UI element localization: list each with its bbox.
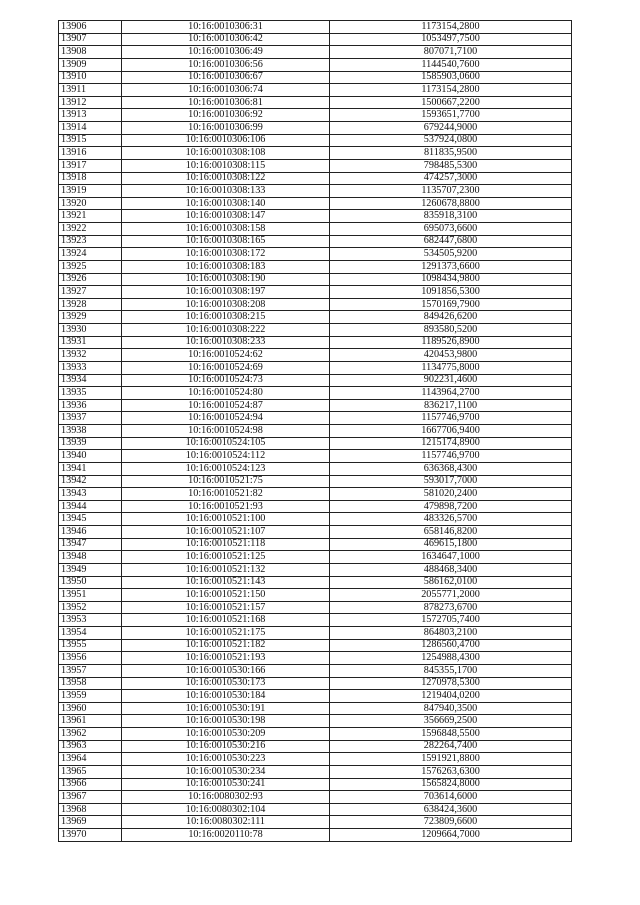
value-cell: 679244,9000 bbox=[330, 122, 572, 135]
row-number-cell: 13960 bbox=[59, 702, 122, 715]
value-cell: 356669,2500 bbox=[330, 715, 572, 728]
table-row bbox=[59, 462, 572, 475]
table-row bbox=[59, 664, 572, 677]
row-number-cell: 13962 bbox=[59, 728, 122, 741]
value-cell: 1286560,4700 bbox=[330, 639, 572, 652]
cadastral-number-cell: 10:16:0010530:209 bbox=[122, 728, 330, 741]
cadastral-number-cell: 10:16:0010521:157 bbox=[122, 601, 330, 614]
table-row bbox=[59, 58, 572, 71]
row-number-cell: 13944 bbox=[59, 500, 122, 513]
cadastral-number-cell: 10:16:0010308:165 bbox=[122, 235, 330, 248]
table-row bbox=[59, 361, 572, 374]
table-row bbox=[59, 753, 572, 766]
table-row bbox=[59, 639, 572, 652]
value-cell: 847940,3500 bbox=[330, 702, 572, 715]
value-cell: 1215174,8900 bbox=[330, 437, 572, 450]
value-cell: 807071,7100 bbox=[330, 46, 572, 59]
cadastral-number-cell: 10:16:0010530:234 bbox=[122, 765, 330, 778]
value-cell: 1270978,5300 bbox=[330, 677, 572, 690]
value-cell: 878273,6700 bbox=[330, 601, 572, 614]
value-cell: 420453,9800 bbox=[330, 349, 572, 362]
cadastral-number-cell: 10:16:0010521:125 bbox=[122, 551, 330, 564]
table-row bbox=[59, 96, 572, 109]
value-cell: 902231,4600 bbox=[330, 374, 572, 387]
table-row bbox=[59, 778, 572, 791]
table-row bbox=[59, 311, 572, 324]
value-cell: 1144540,7600 bbox=[330, 58, 572, 71]
table-row bbox=[59, 235, 572, 248]
table-row bbox=[59, 412, 572, 425]
row-number-cell: 13957 bbox=[59, 664, 122, 677]
row-number-cell: 13907 bbox=[59, 33, 122, 46]
row-number-cell: 13968 bbox=[59, 803, 122, 816]
cadastral-number-cell: 10:16:0010530:173 bbox=[122, 677, 330, 690]
row-number-cell: 13938 bbox=[59, 425, 122, 438]
cadastral-number-cell: 10:16:0010521:132 bbox=[122, 563, 330, 576]
cadastral-number-cell: 10:16:0010308:233 bbox=[122, 336, 330, 349]
row-number-cell: 13920 bbox=[59, 197, 122, 210]
row-number-cell: 13954 bbox=[59, 627, 122, 640]
table-row bbox=[59, 765, 572, 778]
table-row bbox=[59, 740, 572, 753]
row-number-cell: 13956 bbox=[59, 652, 122, 665]
cadastral-number-cell: 10:16:0080302:104 bbox=[122, 803, 330, 816]
table-row bbox=[59, 71, 572, 84]
row-number-cell: 13911 bbox=[59, 84, 122, 97]
row-number-cell: 13924 bbox=[59, 248, 122, 261]
cadastral-number-cell: 10:16:0080302:93 bbox=[122, 791, 330, 804]
cadastral-number-cell: 10:16:0010308:183 bbox=[122, 260, 330, 273]
row-number-cell: 13965 bbox=[59, 765, 122, 778]
table-row bbox=[59, 803, 572, 816]
row-number-cell: 13943 bbox=[59, 488, 122, 501]
cadastral-number-cell: 10:16:0010306:81 bbox=[122, 96, 330, 109]
table-row bbox=[59, 374, 572, 387]
cadastral-number-cell: 10:16:0010521:143 bbox=[122, 576, 330, 589]
value-cell: 483326,5700 bbox=[330, 513, 572, 526]
table-row bbox=[59, 21, 572, 34]
value-cell: 1053497,7500 bbox=[330, 33, 572, 46]
value-cell: 703614,6000 bbox=[330, 791, 572, 804]
value-cell: 845355,1700 bbox=[330, 664, 572, 677]
row-number-cell: 13914 bbox=[59, 122, 122, 135]
value-cell: 864803,2100 bbox=[330, 627, 572, 640]
value-cell: 835918,3100 bbox=[330, 210, 572, 223]
table-row bbox=[59, 538, 572, 551]
table-row bbox=[59, 172, 572, 185]
row-number-cell: 13952 bbox=[59, 601, 122, 614]
value-cell: 1565824,8000 bbox=[330, 778, 572, 791]
row-number-cell: 13918 bbox=[59, 172, 122, 185]
table-row bbox=[59, 298, 572, 311]
row-number-cell: 13935 bbox=[59, 387, 122, 400]
row-number-cell: 13916 bbox=[59, 147, 122, 160]
row-number-cell: 13934 bbox=[59, 374, 122, 387]
value-cell: 1157746,9700 bbox=[330, 450, 572, 463]
table-row bbox=[59, 437, 572, 450]
table-row bbox=[59, 475, 572, 488]
cadastral-number-cell: 10:16:0010524:105 bbox=[122, 437, 330, 450]
cadastral-number-cell: 10:16:0010530:223 bbox=[122, 753, 330, 766]
cadastral-number-cell: 10:16:0010521:93 bbox=[122, 500, 330, 513]
value-cell: 534505,9200 bbox=[330, 248, 572, 261]
cadastral-number-cell: 10:16:0010308:122 bbox=[122, 172, 330, 185]
cadastral-number-cell: 10:16:0010530:241 bbox=[122, 778, 330, 791]
table-body bbox=[59, 21, 572, 842]
value-cell: 1585903,0600 bbox=[330, 71, 572, 84]
row-number-cell: 13921 bbox=[59, 210, 122, 223]
cadastral-number-cell: 10:16:0010524:69 bbox=[122, 361, 330, 374]
value-cell: 695073,6600 bbox=[330, 223, 572, 236]
table-row bbox=[59, 526, 572, 539]
row-number-cell: 13953 bbox=[59, 614, 122, 627]
value-cell: 586162,0100 bbox=[330, 576, 572, 589]
value-cell: 1209664,7000 bbox=[330, 829, 572, 842]
row-number-cell: 13949 bbox=[59, 563, 122, 576]
table-row bbox=[59, 197, 572, 210]
row-number-cell: 13939 bbox=[59, 437, 122, 450]
row-number-cell: 13932 bbox=[59, 349, 122, 362]
row-number-cell: 13942 bbox=[59, 475, 122, 488]
cadastral-number-cell: 10:16:0010306:106 bbox=[122, 134, 330, 147]
value-cell: 581020,2400 bbox=[330, 488, 572, 501]
row-number-cell: 13959 bbox=[59, 690, 122, 703]
table-row bbox=[59, 185, 572, 198]
value-cell: 1219404,0200 bbox=[330, 690, 572, 703]
value-cell: 658146,8200 bbox=[330, 526, 572, 539]
cadastral-number-cell: 10:16:0010306:49 bbox=[122, 46, 330, 59]
table-row bbox=[59, 589, 572, 602]
table-row bbox=[59, 210, 572, 223]
table-row bbox=[59, 450, 572, 463]
table-row bbox=[59, 652, 572, 665]
row-number-cell: 13951 bbox=[59, 589, 122, 602]
row-number-cell: 13929 bbox=[59, 311, 122, 324]
value-cell: 1135707,2300 bbox=[330, 185, 572, 198]
value-cell: 1134775,8000 bbox=[330, 361, 572, 374]
table-row bbox=[59, 147, 572, 160]
value-cell: 1591921,8800 bbox=[330, 753, 572, 766]
row-number-cell: 13910 bbox=[59, 71, 122, 84]
table-row bbox=[59, 286, 572, 299]
value-cell: 1091856,5300 bbox=[330, 286, 572, 299]
cadastral-number-cell: 10:16:0080302:111 bbox=[122, 816, 330, 829]
cadastral-number-cell: 10:16:0010524:73 bbox=[122, 374, 330, 387]
value-cell: 469615,1800 bbox=[330, 538, 572, 551]
cadastral-number-cell: 10:16:0010521:82 bbox=[122, 488, 330, 501]
value-cell: 1593651,7700 bbox=[330, 109, 572, 122]
row-number-cell: 13908 bbox=[59, 46, 122, 59]
table-row bbox=[59, 816, 572, 829]
table-row bbox=[59, 601, 572, 614]
row-number-cell: 13936 bbox=[59, 399, 122, 412]
table-row bbox=[59, 690, 572, 703]
cadastral-number-cell: 10:16:0010521:175 bbox=[122, 627, 330, 640]
cadastral-number-cell: 10:16:0010530:191 bbox=[122, 702, 330, 715]
table-row bbox=[59, 248, 572, 261]
value-cell: 1157746,9700 bbox=[330, 412, 572, 425]
row-number-cell: 13946 bbox=[59, 526, 122, 539]
row-number-cell: 13930 bbox=[59, 324, 122, 337]
cadastral-number-cell: 10:16:0010524:94 bbox=[122, 412, 330, 425]
value-cell: 593017,7000 bbox=[330, 475, 572, 488]
table-row bbox=[59, 614, 572, 627]
cadastral-number-cell: 10:16:0020110:78 bbox=[122, 829, 330, 842]
value-cell: 1596848,5500 bbox=[330, 728, 572, 741]
cadastral-number-cell: 10:16:0010308:172 bbox=[122, 248, 330, 261]
value-cell: 1173154,2800 bbox=[330, 21, 572, 34]
cadastral-number-cell: 10:16:0010308:222 bbox=[122, 324, 330, 337]
value-cell: 1254988,4300 bbox=[330, 652, 572, 665]
table-row bbox=[59, 134, 572, 147]
table-row bbox=[59, 399, 572, 412]
table-row bbox=[59, 122, 572, 135]
cadastral-number-cell: 10:16:0010521:182 bbox=[122, 639, 330, 652]
cadastral-number-cell: 10:16:0010524:87 bbox=[122, 399, 330, 412]
row-number-cell: 13909 bbox=[59, 58, 122, 71]
row-number-cell: 13928 bbox=[59, 298, 122, 311]
value-cell: 479898,7200 bbox=[330, 500, 572, 513]
value-cell: 1572705,7400 bbox=[330, 614, 572, 627]
table-row bbox=[59, 500, 572, 513]
value-cell: 1173154,2800 bbox=[330, 84, 572, 97]
cadastral-number-cell: 10:16:0010306:99 bbox=[122, 122, 330, 135]
cadastral-number-cell: 10:16:0010306:42 bbox=[122, 33, 330, 46]
value-cell: 537924,0800 bbox=[330, 134, 572, 147]
row-number-cell: 13906 bbox=[59, 21, 122, 34]
cadastral-number-cell: 10:16:0010308:215 bbox=[122, 311, 330, 324]
row-number-cell: 13955 bbox=[59, 639, 122, 652]
row-number-cell: 13945 bbox=[59, 513, 122, 526]
value-cell: 1570169,7900 bbox=[330, 298, 572, 311]
row-number-cell: 13961 bbox=[59, 715, 122, 728]
cadastral-number-cell: 10:16:0010306:31 bbox=[122, 21, 330, 34]
cadastral-number-cell: 10:16:0010521:118 bbox=[122, 538, 330, 551]
cadastral-number-cell: 10:16:0010306:56 bbox=[122, 58, 330, 71]
data-table bbox=[58, 20, 572, 842]
cadastral-number-cell: 10:16:0010308:147 bbox=[122, 210, 330, 223]
cadastral-number-cell: 10:16:0010524:98 bbox=[122, 425, 330, 438]
table-row bbox=[59, 387, 572, 400]
value-cell: 836217,1100 bbox=[330, 399, 572, 412]
value-cell: 1098434,9800 bbox=[330, 273, 572, 286]
row-number-cell: 13940 bbox=[59, 450, 122, 463]
value-cell: 811835,9500 bbox=[330, 147, 572, 160]
value-cell: 636368,4300 bbox=[330, 462, 572, 475]
row-number-cell: 13927 bbox=[59, 286, 122, 299]
cadastral-number-cell: 10:16:0010530:166 bbox=[122, 664, 330, 677]
value-cell: 1667706,9400 bbox=[330, 425, 572, 438]
table-row bbox=[59, 260, 572, 273]
table-row bbox=[59, 513, 572, 526]
table-row bbox=[59, 336, 572, 349]
value-cell: 1576263,6300 bbox=[330, 765, 572, 778]
table-row bbox=[59, 159, 572, 172]
cadastral-number-cell: 10:16:0010308:115 bbox=[122, 159, 330, 172]
row-number-cell: 13941 bbox=[59, 462, 122, 475]
table-row bbox=[59, 324, 572, 337]
cadastral-number-cell: 10:16:0010521:100 bbox=[122, 513, 330, 526]
table-row bbox=[59, 109, 572, 122]
cadastral-number-cell: 10:16:0010530:184 bbox=[122, 690, 330, 703]
row-number-cell: 13919 bbox=[59, 185, 122, 198]
value-cell: 282264,7400 bbox=[330, 740, 572, 753]
cadastral-number-cell: 10:16:0010521:193 bbox=[122, 652, 330, 665]
value-cell: 1143964,2700 bbox=[330, 387, 572, 400]
row-number-cell: 13948 bbox=[59, 551, 122, 564]
cadastral-number-cell: 10:16:0010308:140 bbox=[122, 197, 330, 210]
value-cell: 849426,6200 bbox=[330, 311, 572, 324]
value-cell: 474257,3000 bbox=[330, 172, 572, 185]
cadastral-number-cell: 10:16:0010524:112 bbox=[122, 450, 330, 463]
table-row bbox=[59, 791, 572, 804]
table-row bbox=[59, 715, 572, 728]
row-number-cell: 13933 bbox=[59, 361, 122, 374]
value-cell: 1189526,8900 bbox=[330, 336, 572, 349]
table-row bbox=[59, 488, 572, 501]
value-cell: 893580,5200 bbox=[330, 324, 572, 337]
row-number-cell: 13931 bbox=[59, 336, 122, 349]
table-row bbox=[59, 576, 572, 589]
cadastral-number-cell: 10:16:0010521:75 bbox=[122, 475, 330, 488]
row-number-cell: 13923 bbox=[59, 235, 122, 248]
cadastral-number-cell: 10:16:0010524:123 bbox=[122, 462, 330, 475]
row-number-cell: 13913 bbox=[59, 109, 122, 122]
table-row bbox=[59, 829, 572, 842]
table-row bbox=[59, 677, 572, 690]
cadastral-number-cell: 10:16:0010530:198 bbox=[122, 715, 330, 728]
cadastral-number-cell: 10:16:0010524:80 bbox=[122, 387, 330, 400]
table-row bbox=[59, 223, 572, 236]
cadastral-number-cell: 10:16:0010308:208 bbox=[122, 298, 330, 311]
row-number-cell: 13922 bbox=[59, 223, 122, 236]
row-number-cell: 13926 bbox=[59, 273, 122, 286]
value-cell: 1634647,1000 bbox=[330, 551, 572, 564]
value-cell: 798485,5300 bbox=[330, 159, 572, 172]
table-row bbox=[59, 563, 572, 576]
cadastral-number-cell: 10:16:0010308:133 bbox=[122, 185, 330, 198]
row-number-cell: 13967 bbox=[59, 791, 122, 804]
cadastral-number-cell: 10:16:0010521:107 bbox=[122, 526, 330, 539]
table-row bbox=[59, 551, 572, 564]
row-number-cell: 13925 bbox=[59, 260, 122, 273]
table-row bbox=[59, 84, 572, 97]
row-number-cell: 13966 bbox=[59, 778, 122, 791]
value-cell: 1260678,8800 bbox=[330, 197, 572, 210]
row-number-cell: 13970 bbox=[59, 829, 122, 842]
table-row bbox=[59, 273, 572, 286]
value-cell: 723809,6600 bbox=[330, 816, 572, 829]
row-number-cell: 13912 bbox=[59, 96, 122, 109]
table-row bbox=[59, 425, 572, 438]
row-number-cell: 13915 bbox=[59, 134, 122, 147]
table-row bbox=[59, 46, 572, 59]
cadastral-number-cell: 10:16:0010308:108 bbox=[122, 147, 330, 160]
value-cell: 682447,6800 bbox=[330, 235, 572, 248]
row-number-cell: 13950 bbox=[59, 576, 122, 589]
cadastral-number-cell: 10:16:0010306:74 bbox=[122, 84, 330, 97]
value-cell: 1291373,6600 bbox=[330, 260, 572, 273]
cadastral-number-cell: 10:16:0010530:216 bbox=[122, 740, 330, 753]
cadastral-number-cell: 10:16:0010308:197 bbox=[122, 286, 330, 299]
cadastral-number-cell: 10:16:0010308:158 bbox=[122, 223, 330, 236]
row-number-cell: 13947 bbox=[59, 538, 122, 551]
cadastral-number-cell: 10:16:0010308:190 bbox=[122, 273, 330, 286]
row-number-cell: 13958 bbox=[59, 677, 122, 690]
cadastral-number-cell: 10:16:0010306:92 bbox=[122, 109, 330, 122]
cadastral-number-cell: 10:16:0010524:62 bbox=[122, 349, 330, 362]
row-number-cell: 13937 bbox=[59, 412, 122, 425]
table-row bbox=[59, 702, 572, 715]
table-row bbox=[59, 33, 572, 46]
value-cell: 638424,3600 bbox=[330, 803, 572, 816]
table-row bbox=[59, 349, 572, 362]
value-cell: 2055771,2000 bbox=[330, 589, 572, 602]
row-number-cell: 13964 bbox=[59, 753, 122, 766]
row-number-cell: 13963 bbox=[59, 740, 122, 753]
value-cell: 1500667,2200 bbox=[330, 96, 572, 109]
row-number-cell: 13917 bbox=[59, 159, 122, 172]
row-number-cell: 13969 bbox=[59, 816, 122, 829]
cadastral-number-cell: 10:16:0010521:150 bbox=[122, 589, 330, 602]
cadastral-number-cell: 10:16:0010306:67 bbox=[122, 71, 330, 84]
table-row bbox=[59, 728, 572, 741]
value-cell: 488468,3400 bbox=[330, 563, 572, 576]
cadastral-number-cell: 10:16:0010521:168 bbox=[122, 614, 330, 627]
table-row bbox=[59, 627, 572, 640]
